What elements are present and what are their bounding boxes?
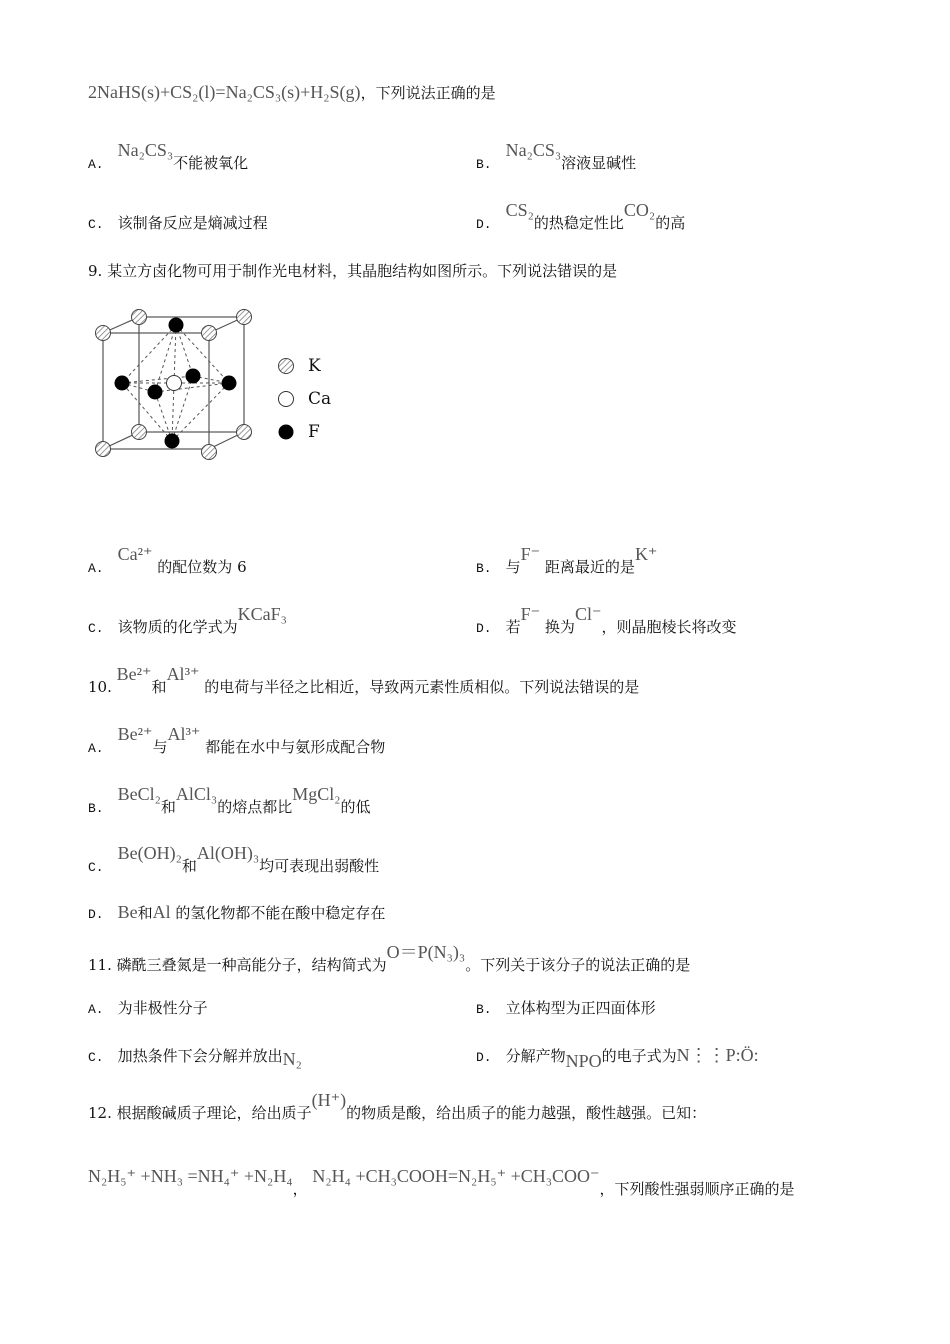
text: 的热稳定性比 [533,214,624,232]
text: 和 [181,857,197,875]
electron-formula: N⋮⋮P:Ö: [676,1045,759,1065]
q11-option-c [88,1045,302,1069]
text: 立体构型为正四面体形 [505,999,656,1017]
q11-option-a [88,997,208,1018]
q10-stem [88,664,640,697]
label: D. [476,217,492,232]
legend-f-icon [279,425,294,440]
formula: N₂H₄ +CH₃COOH=N₂H₅⁺ +CH₃COO⁻ [312,1166,600,1186]
text: 的电子式为 [601,1047,677,1065]
text: 该制备反应是熵减过程 [117,214,268,232]
formula: MgCl₂ [292,784,341,804]
q11-option-b [476,997,656,1018]
text: 的物质是酸，给出质子的能力越强，酸性越强。已知： [346,1104,707,1122]
text: 均可表现出弱酸性 [259,857,380,875]
q9-option-a [88,544,247,577]
formula: Ca²⁺ [117,544,153,564]
formula: F⁻ [520,544,541,564]
label: C. [88,860,104,875]
q12-stem [88,1090,707,1123]
text: 和 [151,678,167,696]
formula: O＝P(N₃)₃ [386,942,466,962]
formula: Be²⁺ [116,664,152,684]
ca-atom [167,376,182,391]
number: 10. [88,678,112,696]
formula: CO₂ [623,200,656,220]
label: A. [88,157,104,172]
q9-option-c [88,604,287,637]
text: 和 [160,798,176,816]
text: 不能被氧化 [173,154,249,172]
text: 的配位数为 6 [157,558,247,576]
legend-ca: Ca [308,389,332,409]
legend-f: F [308,422,320,442]
text: 都能在水中与氨形成配合物 [205,738,386,756]
formula: Na₂CS₃ [505,140,562,160]
label: A. [88,1002,104,1017]
formula: K⁺ [634,544,658,564]
legend-k-icon [279,359,294,374]
label: B. [88,801,104,816]
q10-option-b [88,784,371,817]
formula: BeCl₂ [117,784,161,804]
text: 。下列关于该分子的说法正确的是 [465,956,691,974]
label: C. [88,217,104,232]
text: 和 [137,904,153,922]
legend-ca-icon [279,392,294,407]
text: 换为 [544,618,575,636]
text: 与 [505,558,521,576]
formula: (H⁺) [311,1090,347,1110]
q9-option-d [476,604,737,637]
q9-option-b [476,544,658,577]
formula: Al [152,902,171,922]
formula: Be [117,902,138,922]
text: 分解产物 [505,1047,566,1065]
q11-stem [88,942,691,976]
text: ，下列说法正确的是 [360,84,496,102]
text: 的熔点都比 [217,798,293,816]
label: B. [476,561,492,576]
text: 12. 根据酸碱质子理论，给出质子 [88,1104,312,1122]
formula: Be²⁺ [117,724,153,744]
label: B. [476,157,492,172]
text: 若 [505,618,521,636]
q9-stem: 9. 某立方卤化物可用于制作光电材料，其晶胞结构如图所示。下列说法错误的是 [88,262,618,280]
label: D. [88,907,104,922]
text: 11. 磷酰三叠氮是一种高能分子，结构简式为 [88,956,387,974]
formula: 2NaHS(s)+CS₂(l)=Na₂CS₃(s)+H₂S(g) [88,82,361,102]
text: 的氢化物都不能在酸中稳定存在 [175,904,386,922]
q10-option-d [88,902,385,923]
text: ，下列酸性强弱顺序正确的是 [599,1180,795,1198]
formula: Na₂CS₃ [117,140,174,160]
text: 的低 [340,798,371,816]
label: B. [476,1002,492,1017]
text: 的高 [655,214,686,232]
formula: F⁻ [520,604,541,624]
crystal-cell-diagram [0,0,950,520]
formula: Al³⁺ [167,724,201,744]
formula: N₂H₅⁺ +NH₃ =NH₄⁺ +N₂H₄ [88,1166,293,1186]
text: 该物质的化学式为 [117,618,238,636]
formula: KCaF₃ [237,604,287,624]
formula: Al(OH)₃ [196,843,260,863]
formula: N₂ [282,1049,302,1069]
formula: CS₂ [505,200,534,220]
label: C. [88,621,104,636]
label: D. [476,1050,492,1065]
text: 的电荷与半径之比相近，导致两元素性质相似。下列说法错误的是 [204,678,640,696]
formula: Al³⁺ [166,664,200,684]
text: 为非极性分子 [117,999,208,1017]
q10-option-c [88,843,380,876]
formula: Cl⁻ [574,604,602,624]
formula: Be(OH)₂ [117,843,182,863]
text: ， [292,1180,308,1198]
q11-option-d [476,1045,759,1071]
legend-k: K [308,356,321,376]
text: 与 [152,738,168,756]
label: C. [88,1050,104,1065]
formula: NPO [565,1051,602,1071]
label: A. [88,741,104,756]
text: ，则晶胞棱长将改变 [601,618,737,636]
q12-equations [88,1166,795,1199]
text: 溶液显碱性 [561,154,637,172]
label: D. [476,621,492,636]
text: 距离最近的是 [544,558,635,576]
text: 加热条件下会分解并放出 [117,1047,283,1065]
label: A. [88,561,104,576]
formula: AlCl₃ [175,784,218,804]
q10-option-a [88,724,386,757]
